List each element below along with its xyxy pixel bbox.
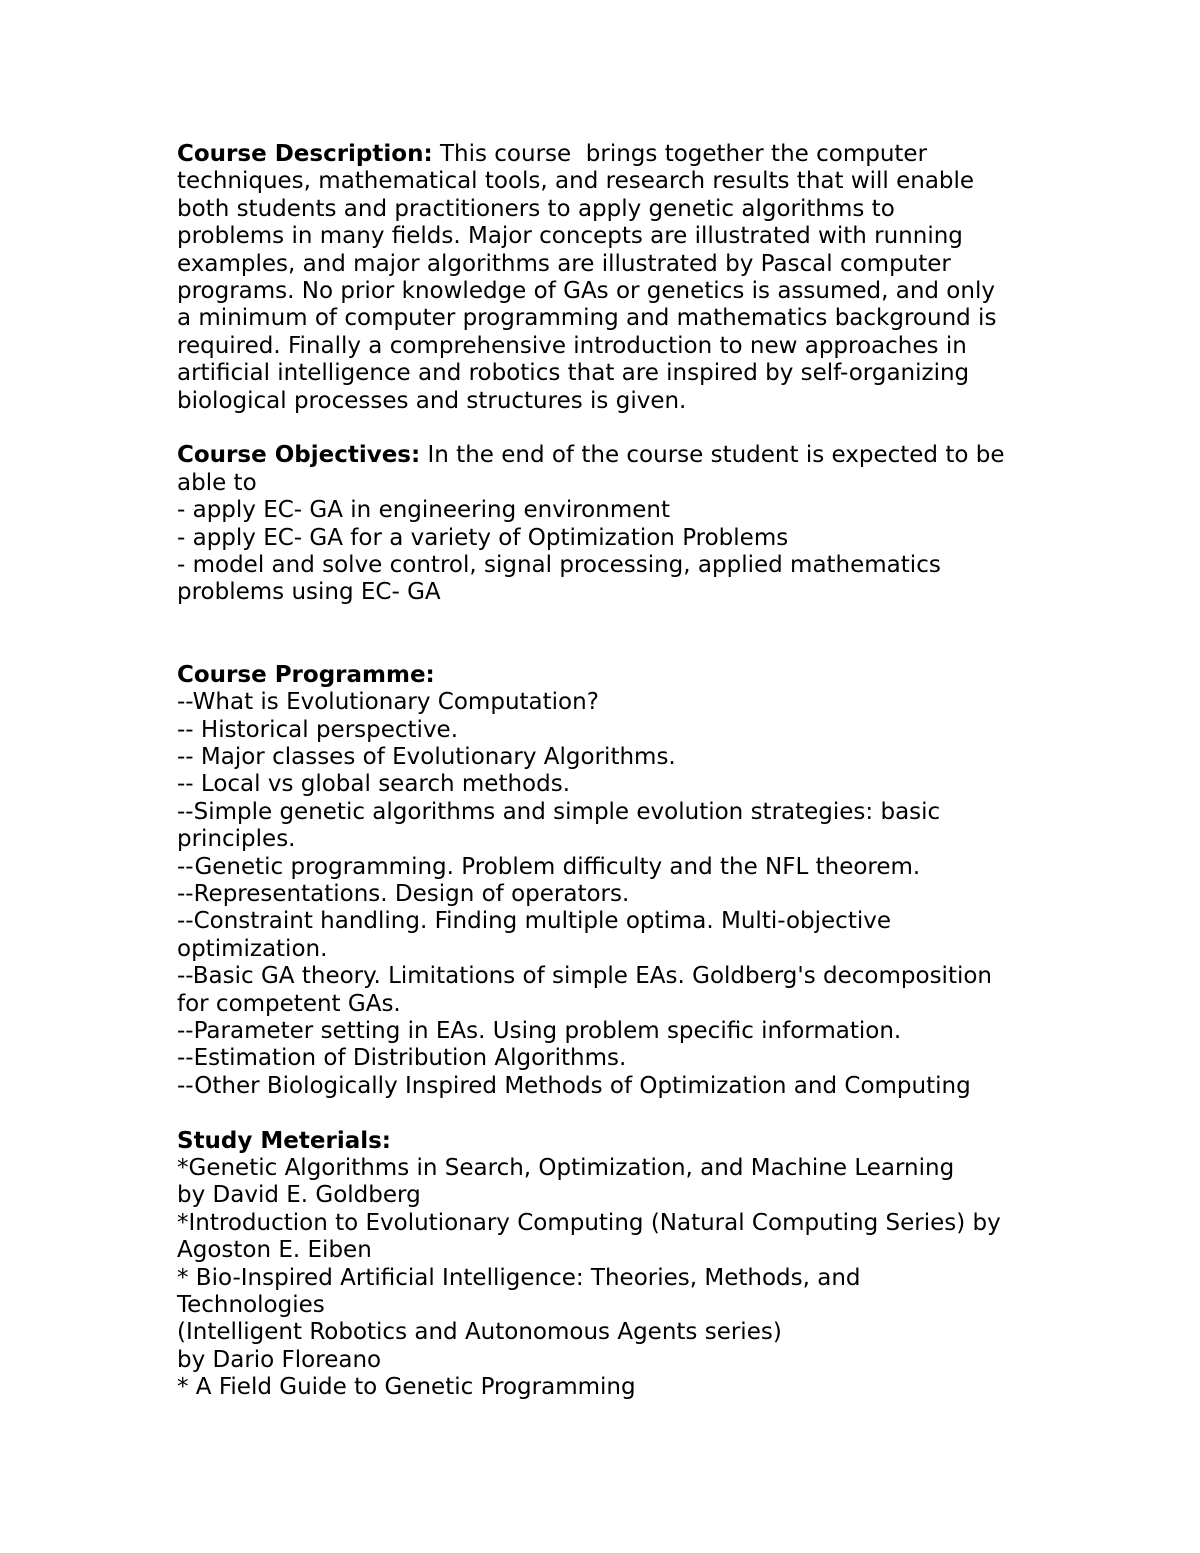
course-programme-heading: Course Programme: <box>177 661 435 688</box>
programme-item: --Other Biologically Inspired Methods of Optimization and Computing <box>177 1072 971 1099</box>
material-item: (Intelligent Robotics and Autonomous Agents series) <box>177 1319 782 1346</box>
programme-item: -- Local vs global search methods. <box>177 771 571 798</box>
objectives-text: able to <box>177 469 257 496</box>
programme-item: --What is Evolutionary Computation? <box>177 689 599 716</box>
description-text: techniques, mathematical tools, and research results that will enable <box>177 168 975 195</box>
course-programme-section <box>177 662 1057 1101</box>
description-text: This course brings together the computer <box>432 141 928 167</box>
document-page <box>177 141 1057 1402</box>
programme-item: --Estimation of Distribution Algorithms. <box>177 1045 627 1072</box>
material-item: * Bio-Inspired Artificial Intelligence: Theories, Methods, and <box>177 1264 861 1291</box>
section-spacer <box>177 1100 1057 1127</box>
section-spacer <box>177 415 1057 442</box>
course-objectives-heading: Course Objectives: <box>177 442 421 469</box>
description-first-line <box>177 141 1057 168</box>
programme-item: --Genetic programming. Problem difficulty and the NFL theorem. <box>177 853 921 880</box>
study-materials-section <box>177 1128 1057 1402</box>
material-item: *Introduction to Evolutionary Computing (Natural Computing Series) by <box>177 1209 1001 1236</box>
description-text: problems in many fields. Major concepts are illustrated with running <box>177 223 963 250</box>
course-objectives-section <box>177 442 1057 606</box>
material-item: by Dario Floreano <box>177 1346 382 1373</box>
programme-item: -- Major classes of Evolutionary Algorithms. <box>177 743 676 770</box>
programme-item: --Simple genetic algorithms and simple evolution strategies: basic <box>177 798 941 825</box>
objectives-first-line <box>177 442 1057 469</box>
objectives-text: In the end of the course student is expected to be <box>420 442 1005 469</box>
material-item: * A Field Guide to Genetic Programming <box>177 1374 636 1401</box>
section-spacer <box>177 607 1057 662</box>
course-description-section <box>177 141 1057 415</box>
programme-item: --Constraint handling. Finding multiple optima. Multi-objective <box>177 908 891 935</box>
programme-item: optimization. <box>177 935 328 962</box>
description-text: a minimum of computer programming and mathematics background is <box>177 305 997 332</box>
material-item: by David E. Goldberg <box>177 1182 421 1209</box>
programme-item: -- Historical perspective. <box>177 716 459 743</box>
programme-item: principles. <box>177 826 296 853</box>
description-text: examples, and major algorithms are illustrated by Pascal computer <box>177 250 951 277</box>
description-text: programs. No prior knowledge of GAs or genetics is assumed, and only <box>177 278 995 305</box>
programme-item: --Basic GA theory. Limitations of simple EAs. Goldberg's decomposition <box>177 963 992 990</box>
objective-item: - model and solve control, signal processing, applied mathematics <box>177 552 941 579</box>
description-text: artificial intelligence and robotics that are inspired by self-organizing <box>177 360 970 387</box>
material-item: Agoston E. Eiben <box>177 1237 372 1264</box>
description-text: both students and practitioners to apply genetic algorithms to <box>177 195 895 222</box>
objective-item: problems using EC- GA <box>177 579 441 606</box>
description-text: biological processes and structures is given. <box>177 387 687 414</box>
material-item: *Genetic Algorithms in Search, Optimization, and Machine Learning <box>177 1154 955 1181</box>
programme-item: --Parameter setting in EAs. Using problem specific information. <box>177 1017 902 1044</box>
material-item: Technologies <box>177 1292 325 1319</box>
course-description-heading: Course Description: <box>177 141 433 167</box>
programme-item: for competent GAs. <box>177 990 401 1017</box>
description-text: required. Finally a comprehensive introduction to new approaches in <box>177 332 967 359</box>
objective-item: - apply EC- GA in engineering environment <box>177 497 670 524</box>
study-materials-heading: Study Meterials: <box>177 1127 391 1154</box>
programme-item: --Representations. Design of operators. <box>177 880 630 907</box>
objective-item: - apply EC- GA for a variety of Optimization Problems <box>177 524 789 551</box>
